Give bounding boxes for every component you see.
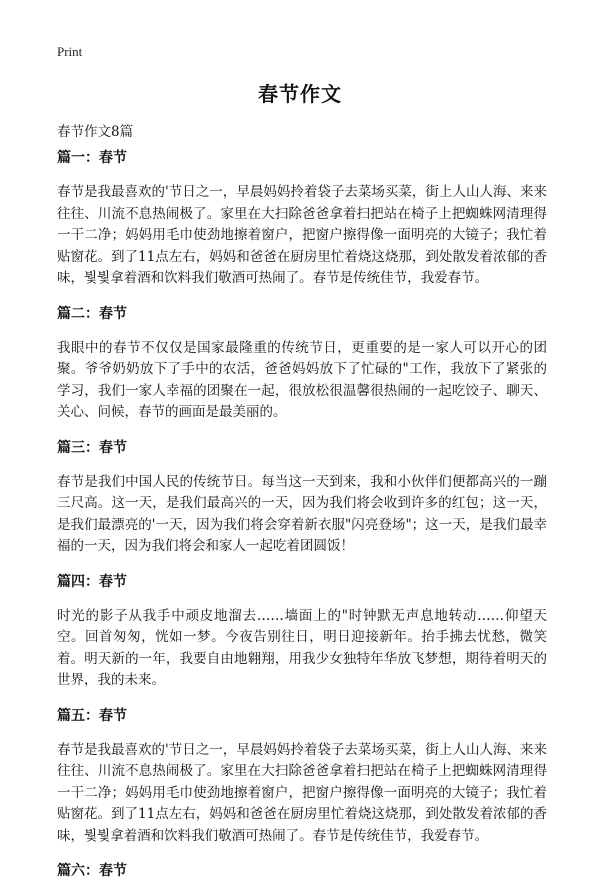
section-body: 春节是我们中国人民的传统节日。每当这一天到来，我和小伙伴们便都高兴的一蹦三尺高。这一天，是我们最高兴的一天，因为我们将会收到许多的红包；这一天，是我们最漂亮的'一天，因为我们将会穿着新衣服"闪亮登场"；这一天，是我们最幸福的一天，因为我们将会和家人一起吃着团圆饭！ [57,473,547,554]
essay-section-4 [57,572,547,692]
page-title: 春节作文 [258,82,342,106]
essay-section-6 [57,861,547,881]
section-body: 春节是我最喜欢的'节日之一，早晨妈妈拎着袋子去菜场买菜，街上人山人海、来来往往、川流不息热闹极了。家里在大扫除爸爸拿着扫把站在椅子上把蜘蛛网清理得一干二净；妈妈用毛巾使劲地擦着窗户，把窗户擦得像一面明亮的大镜子；我忙着贴窗花。到了11点左右，妈妈和爸爸在厨房里忙着烧这烧那，到处散发着浓郁的香味，붳붳拿着酒和饮料我们敬酒可热闹了。春节是传统佳节，我爱春节。 [57,741,547,844]
section-heading: 篇二：春节 [57,305,127,322]
section-heading: 篇六：春节 [57,863,127,879]
print-link[interactable]: Print [57,44,83,59]
section-heading: 篇五：春节 [57,707,127,724]
essay-section-1 [57,148,547,290]
document-subtitle: 春节作文8篇 [57,124,134,140]
section-body: 我眼中的春节不仅仅是国家最隆重的传统节日，更重要的是一家人可以开心的团聚。爷爷奶奶放下了手中的农活，爸爸妈妈放下了忙碌的"工作，我放下了紧张的学习，我们一家人幸福的团聚在一起，很放松很温馨很热闹的一起吃饺子、聊天、关心、问候，春节的画面是最美丽的。 [57,339,547,420]
section-heading: 篇三：春节 [57,439,127,456]
section-body: 春节是我最喜欢的'节日之一，早晨妈妈拎着袋子去菜场买菜，街上人山人海、来来往往、川流不息热闹极了。家里在大扫除爸爸拿着扫把站在椅子上把蜘蛛网清理得一干二净；妈妈用毛巾使劲地擦着窗户，把窗户擦得像一面明亮的大镜子；我忙着贴窗花。到了11点左右，妈妈和爸爸在厨房里忙着烧这烧那，到处散发着浓郁的香味，붳붳拿着酒和饮料我们敬酒可热闹了。春节是传统佳节，我爱春节。 [57,184,547,286]
section-heading: 篇四：春节 [57,573,127,590]
essay-section-3 [57,438,547,558]
section-heading: 篇一：春节 [57,150,127,166]
essay-section-5 [57,706,547,848]
section-body: 时光的影子从我手中顽皮地溜去……墙面上的"时钟默无声息地转动……仰望天空。回首匆匆，恍如一梦。今夜告别往日，明日迎接新年。抬手拂去忧愁，微笑着。明天新的一年，我要自由地翱翔，用我少女独特年华放飞梦想，期待着明天的世界，我的未来。 [57,607,547,688]
article-content [57,148,547,895]
essay-section-2 [57,304,547,424]
